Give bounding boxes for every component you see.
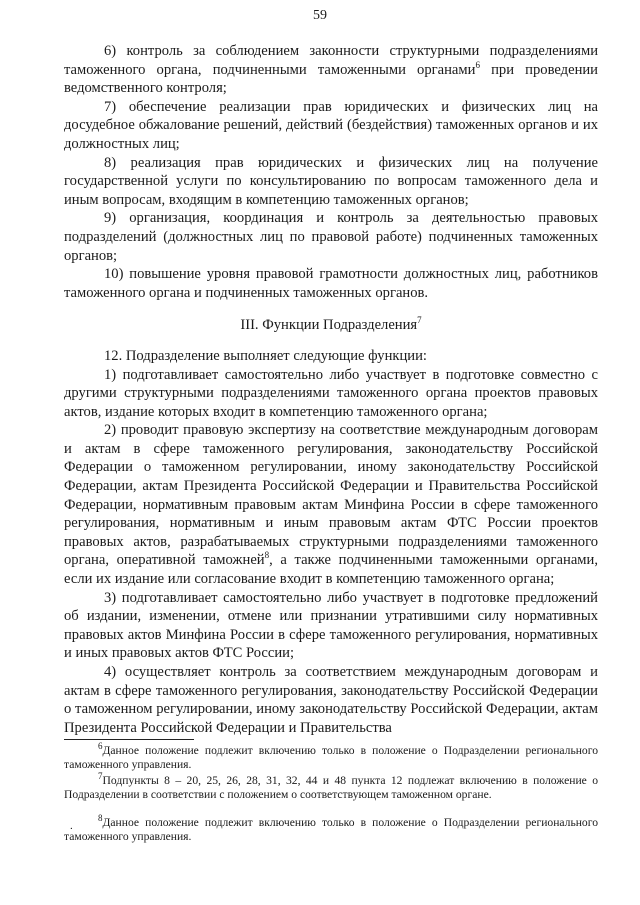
footnote-mark: 7 [98,771,103,782]
function-3: 3) подготавливает самостоятельно либо участвует в подготовке предложений об издании, изменении, отмене или признании утратившими силу нормативных правовых актов Минфина России в сфере таможенного регулирования, нормативных и иных правовых актов ФТС России; [64,589,598,662]
function-1: 1) подготавливает самостоятельно либо участвует в подготовке совместно с другими структурными подразделениями таможенного органа проектов правовых актов, издание которых входит в компетенцию таможенного органа; [64,366,598,420]
heading-text: III. Функции Подразделения [240,317,418,334]
paragraph-8: 8) реализация прав юридических и физических лиц на получение государственной услуги по консультированию по вопросам таможенного дела и иным вопросам, входящим в компетенцию таможенных органов; [64,154,598,208]
document-body [64,42,598,737]
footnote-separator [64,739,194,740]
paragraph-12: 12. Подразделение выполняет следующие функции: [104,347,427,364]
footnote-8 [64,813,598,845]
footnote-mark: 6 [98,741,103,752]
paragraph-text: при проведении ведомственного контроля; [64,61,598,97]
footnote-mark: 8 [98,813,103,824]
footnote-ref: 8 [264,550,270,561]
function-2 [64,421,598,588]
paragraph-9: 9) организация, координация и контроль за деятельностью правовых подразделений (должностных лиц по правовой работе) подчиненных таможенных органов; [64,210,598,264]
section-heading [64,316,598,335]
footnote-6 [64,741,598,773]
paragraph-7: 7) обеспечение реализации прав юридических и физических лиц на досудебное обжалование решений, действий (бездействия) таможенных органов и их должностных лиц; [64,98,598,152]
page-number: 59 [313,8,327,23]
function-4: 4) осуществляет контроль за соответствием международным договорам и актам в сфере таможенного регулирования, законодательству Российской Федерации о таможенном регулировании, иному законодательству Российской Федерации, актам Президента Российской Федерации и Правительства [64,664,598,736]
footnote-text: Подпункты 8 – 20, 25, 26, 28, 31, 32, 44 и 48 пункта 12 подлежат включению в положение о Подразделении в соответствии с положением о соответствующем таможенном органе. [64,774,598,802]
paragraph-text: , а также подчиненными таможенными органами, если их издание или согласование входит в компетенцию таможенного органа; [64,552,598,588]
paragraph-6 [64,42,598,98]
footnote-ref: 6 [475,59,480,70]
paragraph-text: 6) контроль за соблюдением законности структурными подразделениями таможенного органа, подчиненными таможенными органами [64,43,598,78]
footnote-ref: 7 [417,315,422,326]
paragraph-text: 2) проводит правовую экспертизу на соответствие международным договорам и актам в сфере таможенного регулирования, законодательству Российской Федерации о таможенном регулировании, иному законодательству Российской Федерации, актам Президента Российской Федерации и Правительства Российской Федерации, нормативным правовым актам Минфина России в сфере таможенного регулирования, нормативным и иным правовым актам ФТС России проектов правовых актов, разрабатываемых структурными подразделениями таможенного органа, оперативной таможней [64,422,598,569]
footnote-7 [64,771,598,803]
footnote-text: Данное положение подлежит включению только в положение о Подразделении регионального таможенного управления. [64,744,598,772]
paragraph-10: 10) повышение уровня правовой грамотности должностных лиц, работников таможенного органа и подчиненных таможенных органов. [64,266,598,301]
stray-mark: . [70,820,73,832]
footnote-text: Данное положение подлежит включению только в положение о Подразделении регионального таможенного управления. [64,816,598,844]
